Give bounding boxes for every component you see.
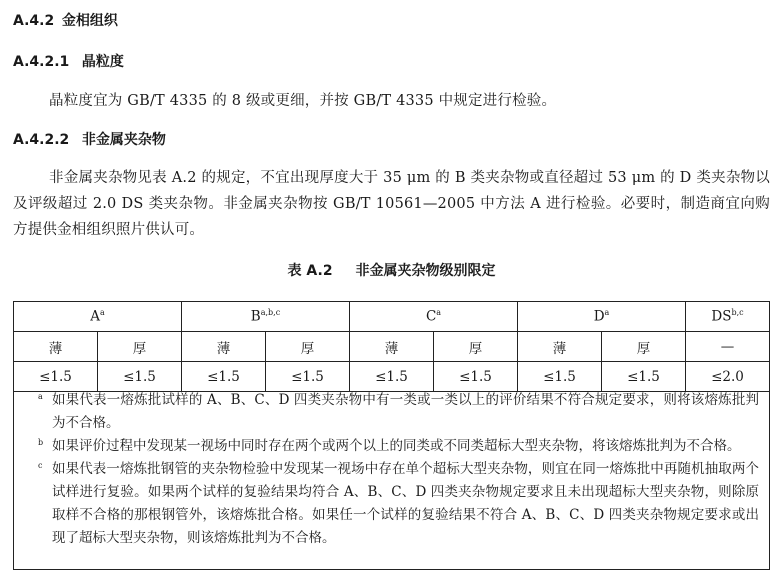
value-cell: ≤1.5 bbox=[434, 362, 518, 392]
section-heading-a422 bbox=[13, 129, 166, 149]
subheader-cell: — bbox=[686, 332, 770, 362]
table-number: 表 A.2 bbox=[287, 263, 333, 279]
footnote-text: 如果代表一熔炼批试样的 A、B、C、D 四类夹杂物中有一类或一类以上的评价结果不符合规定要求，则将该熔炼批判为不合格。 bbox=[52, 392, 759, 431]
value-cell: ≤2.0 bbox=[686, 362, 770, 392]
subheader-cell: 薄 bbox=[518, 332, 602, 362]
section-number: A.4.2.2 bbox=[13, 132, 70, 148]
subheader-cell: 厚 bbox=[266, 332, 350, 362]
subheader-cell: 薄 bbox=[182, 332, 266, 362]
value-cell: ≤1.5 bbox=[182, 362, 266, 392]
subheader-cell: 厚 bbox=[434, 332, 518, 362]
table-value-row bbox=[14, 362, 770, 392]
footnote-text: 如果评价过程中发现某一视场中同时存在两个或两个以上的同类或不同类超标大型夹杂物，将该熔炼批判为不合格。 bbox=[52, 438, 741, 454]
section-number: A.4.2.1 bbox=[13, 54, 70, 70]
value-cell: ≤1.5 bbox=[602, 362, 686, 392]
footnote-text: 如果代表一熔炼批钢管的夹杂物检验中发现某一视场中存在单个超标大型夹杂物，则宜在同一熔炼批中再随机抽取两个试样进行复验。如果两个试样的复验结果均符合 A、B、C、D 四类夹杂物规定要求且未出现超标大型夹杂物，则除原取样不合格的那根钢管外，该熔炼批合格。如果任一个试样的复验结果不符合 A、B、C、D 四类夹杂物规定要求或出现了超标大型夹杂物，则该熔炼批判为不合格。 bbox=[52, 461, 759, 546]
header-cell-d: $D^a$ bbox=[518, 302, 686, 332]
value-cell: ≤1.5 bbox=[98, 362, 182, 392]
value-cell: ≤1.5 bbox=[14, 362, 98, 392]
table-title: 非金属夹杂物级别限定 bbox=[355, 263, 496, 279]
footnote-mark: b bbox=[38, 438, 44, 447]
section-title: 晶粒度 bbox=[81, 54, 124, 70]
value-cell: ≤1.5 bbox=[350, 362, 434, 392]
section-heading-a42 bbox=[13, 10, 118, 30]
table-caption bbox=[0, 260, 783, 280]
section-title: 金相组织 bbox=[61, 13, 118, 29]
subheader-cell: 厚 bbox=[98, 332, 182, 362]
header-cell-b: B$^{a,b,c}$ bbox=[182, 302, 350, 332]
table-subheader-row bbox=[14, 332, 770, 362]
header-cell-c: $C^a$ bbox=[350, 302, 518, 332]
table-footnotes bbox=[13, 389, 770, 570]
value-cell: ≤1.5 bbox=[518, 362, 602, 392]
section-heading-a421 bbox=[13, 51, 124, 71]
section-number: A.4.2 bbox=[13, 13, 55, 29]
footnote-mark: a bbox=[38, 392, 43, 401]
inclusion-limits-table bbox=[13, 301, 770, 392]
footnote-a bbox=[38, 389, 759, 435]
subheader-cell: 厚 bbox=[602, 332, 686, 362]
section-title: 非金属夹杂物 bbox=[81, 132, 166, 148]
grain-size-paragraph: 晶粒度宜为 GB/T 4335 的 8 级或更细，并按 GB/T 4335 中规定进行检验。 bbox=[49, 93, 557, 109]
subheader-cell: 薄 bbox=[350, 332, 434, 362]
value-cell: ≤1.5 bbox=[266, 362, 350, 392]
inclusion-paragraph: 非金属夹杂物见表 A.2 的规定，不宜出现厚度大于 35 μm 的 B 类夹杂物或直径超过 53 μm 的 D 类夹杂物以及评级超过 2.0 DS 类夹杂物。非金属夹杂物按 GB/T 10561—2005 中方法 A 进行检验。必要时，制造商宜向购方提供金相组织照片供认可。 bbox=[13, 170, 770, 238]
subheader-cell: 薄 bbox=[14, 332, 98, 362]
footnote-mark: c bbox=[38, 461, 43, 470]
header-cell-a: $A^a$ bbox=[14, 302, 182, 332]
table-header-row bbox=[14, 302, 770, 332]
footnote-b bbox=[38, 435, 759, 458]
header-cell-ds: DS$^{b,c}$ bbox=[686, 302, 770, 332]
footnote-c bbox=[38, 458, 759, 550]
